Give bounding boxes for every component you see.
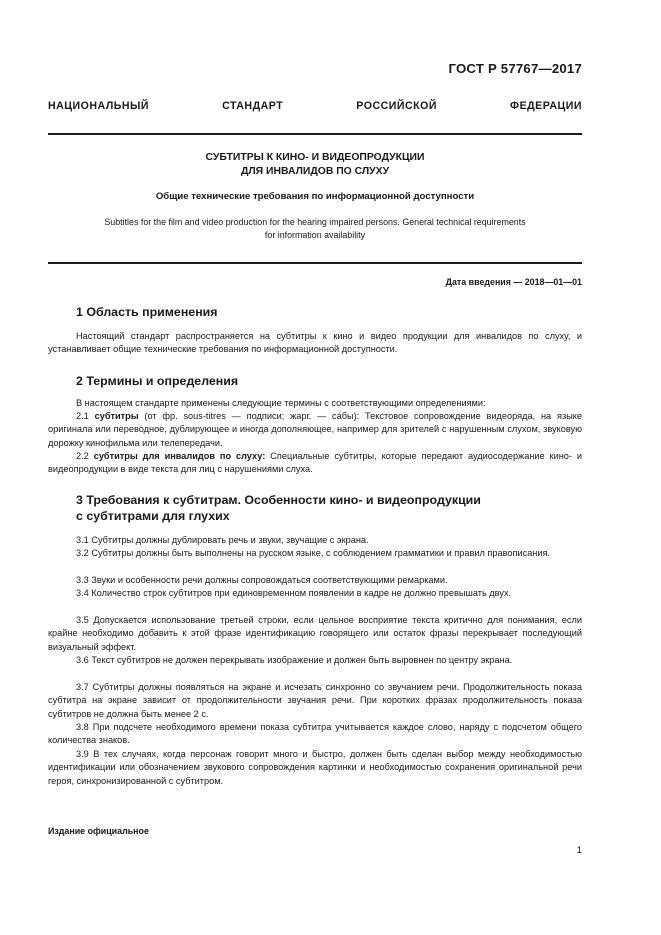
paragraph-3-8: 3.8 При подсчете необходимого времени показа субтитра учитывается каждое слово, наряду с подсчетом общего количества знаков. xyxy=(48,722,582,746)
section-1-paragraph: Настоящий стандарт распространяется на субтитры к кино и видео продукции для инвалидов по слуху, и устанавливает общие технические требования по информационной доступности. xyxy=(48,331,582,355)
document-title xyxy=(48,151,582,178)
paragraph-3-9: 3.9 В тех случаях, когда персонаж говорит много и быстро, должен быть сделан выбор между необходимостью идентификации или обозначением звукового сопровождения картинки и необходимостью сохранения оригинальной речи героя, синхронизированной с субтитром. xyxy=(48,749,582,786)
paragraph-3-2: 3.2 Субтитры должны быть выполнены на русском языке, с соблюдением грамматики и правил правописания. xyxy=(76,548,551,558)
english-title-line-1: Subtitles for the film and video production for the hearing impaired persons. General technical requirements xyxy=(104,217,526,227)
title-line-2: ДЛЯ ИНВАЛИДОВ ПО СЛУХУ xyxy=(240,165,390,177)
english-title xyxy=(48,216,582,242)
section-2-heading: 2 Термины и определения xyxy=(76,374,239,388)
top-divider xyxy=(48,133,582,135)
document-subtitle: Общие технические требования по информационной доступности xyxy=(155,191,475,202)
section-3-heading: 3 Требования к субтитрам. Особенности кино- и видеопродукции с субтитрами для глухих xyxy=(76,493,481,523)
bottom-divider xyxy=(48,262,582,264)
page-number: 1 xyxy=(576,845,582,856)
paragraph-3-1: 3.1 Субтитры должны дублировать речь и звуки, звучащие с экрана. xyxy=(76,535,369,545)
introduction-date: Дата введения — 2018—01—01 xyxy=(445,277,582,287)
official-edition-label: Издание официальное xyxy=(48,826,149,836)
section-1-heading: 1 Область применения xyxy=(76,305,218,319)
national-standard-heading: НАЦИОНАЛЬНЫЙ СТАНДАРТ РОССИЙСКОЙ ФЕДЕРАЦИИ xyxy=(48,100,582,112)
gost-number: ГОСТ Р 57767—2017 xyxy=(448,61,582,76)
english-title-line-2: for information availability xyxy=(264,229,366,240)
term-2-2: 2.2 субтитры для инвалидов по слуху: Специальные субтитры, которые передают аудиосодержание кино- и видеопродукции в виде текста для лиц с нарушениями слуха. xyxy=(48,451,583,475)
section-2-intro: В настоящем стандарте применены следующие термины с соответствующими определениями: xyxy=(76,398,486,408)
paragraph-3-4: 3.4 Количество строк субтитров при единовременном появлении в кадре не должно превышать двух. xyxy=(76,588,512,598)
paragraph-3-6: 3.6 Текст субтитров не должен перекрывать изображение и должен быть выровнен по центру экрана. xyxy=(76,655,513,665)
term-2-1: 2.1 субтитры (от фр. sous-titres — подписи; жарг. — сáбы): Текстовое сопровождение видеоряда, на языке оригинала или переводное, дублирующее и иногда дополняющее, например для зрителей с нарушенным слухом, звуковую дорожку кинофильма или телепередачи. xyxy=(48,411,582,448)
paragraph-3-5: 3.5 Допускается использование третьей строки, если цельное восприятие текста критично для понимания, если крайне необходимо добавить к этой фразе идентификацию говорящего или остаток фразы перекрывает последующий визуальный эффект. xyxy=(48,615,582,652)
title-line-1: СУБТИТРЫ К КИНО- И ВИДЕОПРОДУКЦИИ xyxy=(205,152,425,163)
paragraph-3-3: 3.3 Звуки и особенности речи должны сопровождаться соответствующими ремарками. xyxy=(76,575,448,585)
paragraph-3-7: 3.7 Субтитры должны появляться на экране и исчезать синхронно со звучанием речи. Продолжительность показа субтитра на экране зависит от продолжительности звучания речи. При коротких фразах продолжительность показа субтитров не должна быть менее 2 с. xyxy=(48,682,582,719)
